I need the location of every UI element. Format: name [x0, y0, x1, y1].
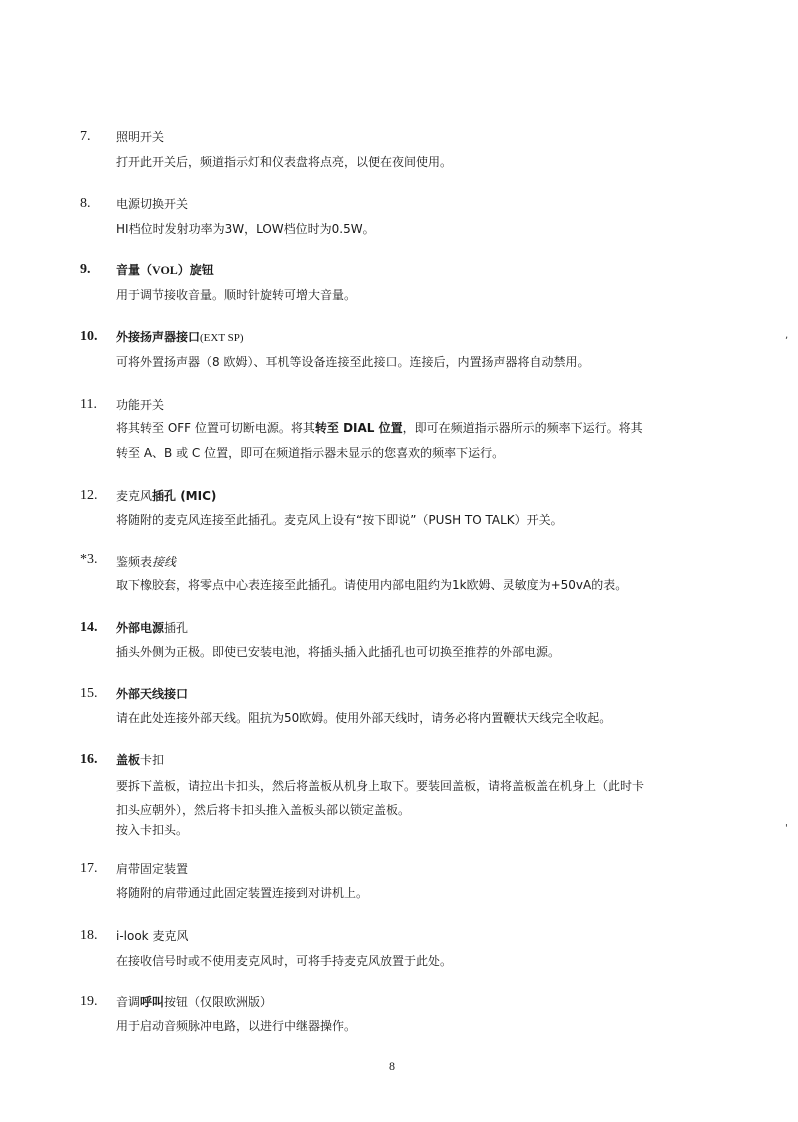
item-number: 7. [80, 129, 91, 144]
item-line: 取下橡胶套，将零点中心表连接至此插孔。请使用内部电阻约为1k欧姆、灵敏度为+50vA的表。 [116, 578, 628, 592]
item-line: 用于启动音频脉冲电路，以进行中继器操作。 [116, 1019, 357, 1033]
item-title: 音调呼叫按钮（仅限欧洲版） [116, 995, 273, 1009]
item-title: 外接扬声器接口(EXT SP) [116, 330, 244, 344]
item-title: 外部电源插孔 [116, 621, 189, 635]
item-number: 17. [80, 861, 98, 876]
item-line: 请在此处连接外部天线。阻抗为50欧姆。使用外部天线时，请务必将内置鞭状天线完全收起。 [116, 711, 612, 725]
item-number: 8. [80, 196, 91, 211]
item-number: 12. [80, 488, 98, 503]
item-line: 将随附的麦克风连接至此插孔。麦克风上设有“按下即说”（PUSH TO TALK）开关。 [116, 513, 563, 527]
page-number: 8 [389, 1059, 395, 1073]
item-number: 18. [80, 928, 98, 943]
item-title: 外部天线接口 [116, 687, 189, 701]
item-line: 转至 A、B 或 C 位置，即可在频道指示器未显示的您喜欢的频率下运行。 [116, 446, 505, 460]
item-number: 11. [80, 397, 97, 412]
item-number: 14. [80, 620, 98, 635]
item-line: HI档位时发射功率为3W，LOW档位时为0.5W。 [116, 222, 375, 236]
item-number: 10. [80, 329, 98, 344]
item-line: 在接收信号时或不使用麦克风时，可将手持麦克风放置于此处。 [116, 954, 453, 968]
item-number: 9. [80, 262, 91, 277]
item-title: 功能开关 [116, 398, 165, 412]
item-number: 16. [80, 752, 98, 767]
item-number: *3. [80, 552, 98, 567]
item-number: 15. [80, 686, 98, 701]
item-line: 要拆下盖板，请拉出卡扣头，然后将盖板从机身上取下。要装回盖板，请将盖板盖在机身上（此时卡 [116, 779, 645, 793]
item-number: 19. [80, 994, 98, 1009]
item-line: 将随附的肩带通过此固定装置连接到对讲机上。 [116, 886, 369, 900]
item-line: 扣头应朝外），然后将卡扣头推入盖板头部以锁定盖板。 [116, 803, 411, 817]
item-title: 肩带固定装置 [116, 862, 189, 876]
item-title: 鉴频表接线 [116, 555, 177, 569]
item-line: 插头外侧为正极。即使已安装电池，将插头插入此插孔也可切换至推荐的外部电源。 [116, 645, 561, 659]
item-line: 将其转至 OFF 位置可切断电源。将其转至 DIAL 位置，即可在频道指示器所示的频率下运行。将其 [116, 421, 643, 435]
item-line: 可将外置扬声器（8 欧姆）、耳机等设备连接至此接口。连接后，内置扬声器将自动禁用。 [116, 355, 590, 369]
stray-mark: , [785, 330, 789, 341]
item-title: 电源切换开关 [116, 197, 189, 211]
item-title: 盖板卡扣 [116, 753, 165, 767]
item-title: i-look 麦克风 [116, 929, 189, 943]
item-line: 用于调节接收音量。顺时针旋转可增大音量。 [116, 288, 357, 302]
stray-mark: ' [785, 823, 788, 834]
item-title: 音量（VOL）旋钮 [116, 263, 214, 277]
item-title: 照明开关 [116, 130, 165, 144]
item-title: 麦克风插孔 (MIC) [116, 489, 217, 503]
item-line: 打开此开关后，频道指示灯和仪表盘将点亮，以便在夜间使用。 [116, 155, 453, 169]
item-line: 按入卡扣头。 [116, 823, 189, 837]
